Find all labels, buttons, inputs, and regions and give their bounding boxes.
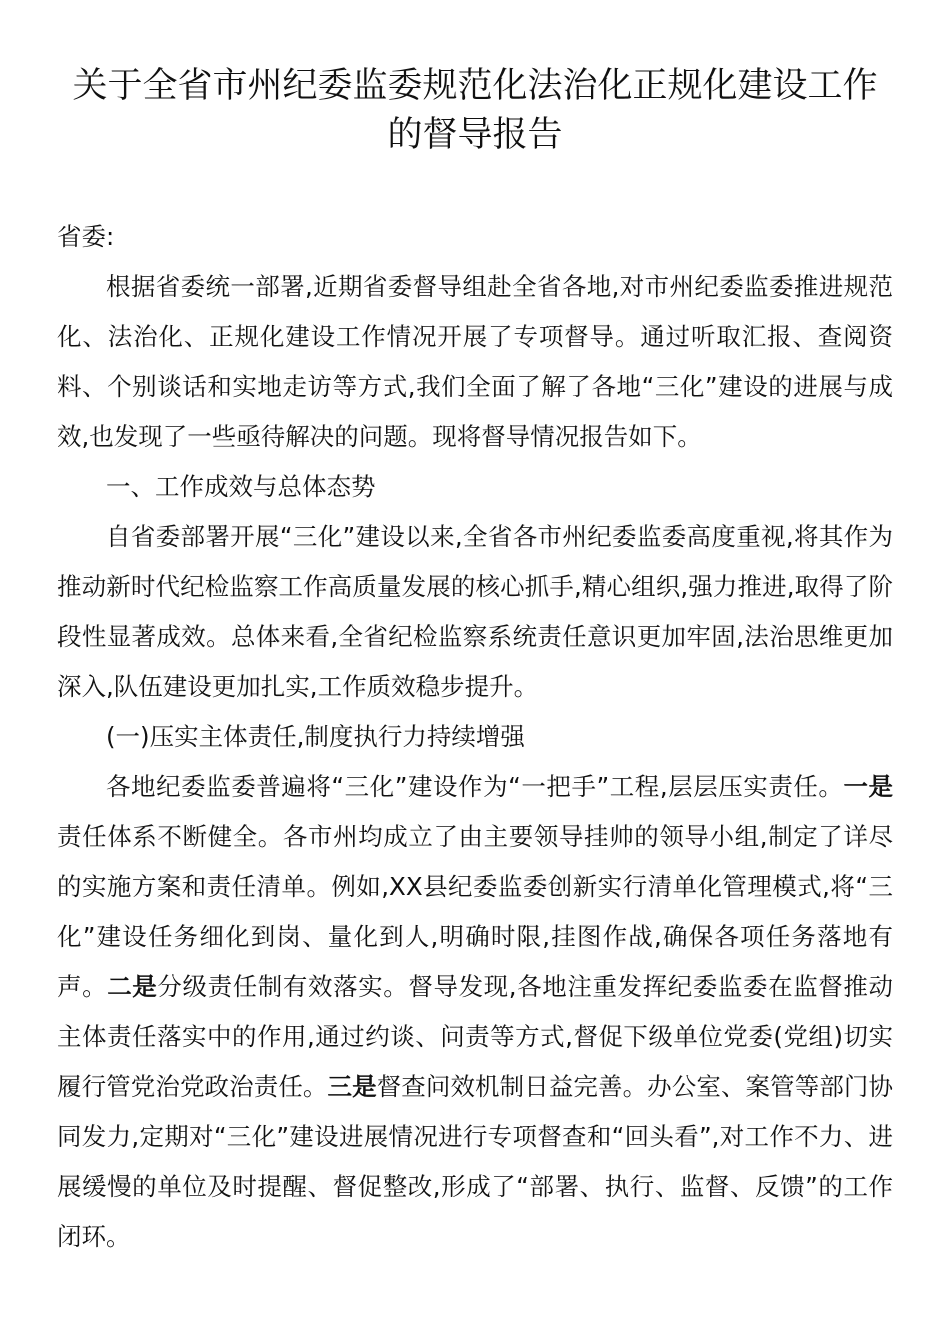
document-title [57, 62, 893, 160]
title-line-2: 的督导报告 [387, 115, 563, 155]
paragraph-intro: 根据省委统一部署,近期省委督导组赴全省各地,对市州纪委监委推进规范化、法治化、正规化建设工作情况开展了专项督导。通过听取汇报、查阅资料、个别谈话和实地走访等方式,我们全面了解了各地“三化”建设的进展与成效,也发现了一些亟待解决的问题。现将督导情况报告如下。 [57, 272, 893, 451]
subsection-heading-1: (一)压实主体责任,制度执行力持续增强 [106, 722, 525, 751]
point-marker-3: 三是 [327, 1072, 377, 1101]
section-heading-1: 一、工作成效与总体态势 [106, 472, 376, 501]
point-text-3: 督查问效机制日益完善。办公室、案管等部门协同发力,定期对“三化”建设进展情况进行专项督查和“回头看”,对工作不力、进展缓慢的单位及时提醒、督促整改,形成了“部署、执行、监督、反馈”的工作闭环。 [57, 1072, 894, 1251]
paragraph-overview: 自省委部署开展“三化”建设以来,全省各市州纪委监委高度重视,将其作为推动新时代纪检监察工作高质量发展的核心抓手,精心组织,强力推进,取得了阶段性显著成效。总体来看,全省纪检监察系统责任意识更加牢固,法治思维更加深入,队伍建设更加扎实,工作质效稳步提升。 [57, 522, 893, 701]
title-line-1: 关于全省市州纪委监委规范化法治化正规化建设工作 [72, 66, 878, 106]
point-marker-2: 二是 [107, 972, 158, 1001]
point-marker-1: 一是 [843, 772, 893, 801]
point-text-1: 责任体系不断健全。各市州均成立了由主要领导挂帅的领导小组,制定了详尽的实施方案和责任清单。例如,XX县纪委监委创新实行清单化管理模式,将“三化”建设任务细化到岗、量化到人,明确时限,挂图作战,确保各项任务落地有声。 [57, 822, 893, 1001]
point-text-2: 分级责任制有效落实。督导发现,各地注重发挥纪委监委在监督推动主体责任落实中的作用,通过约谈、问责等方式,督促下级单位党委(党组)切实履行管党治党政治责任。 [57, 972, 894, 1101]
paragraph-responsibility-intro: 各地纪委监委普遍将“三化”建设作为“一把手”工程,层层压实责任。 [106, 772, 844, 801]
paragraph-responsibility [57, 762, 893, 1262]
document-body [57, 212, 893, 1262]
salutation: 省委: [57, 222, 115, 251]
